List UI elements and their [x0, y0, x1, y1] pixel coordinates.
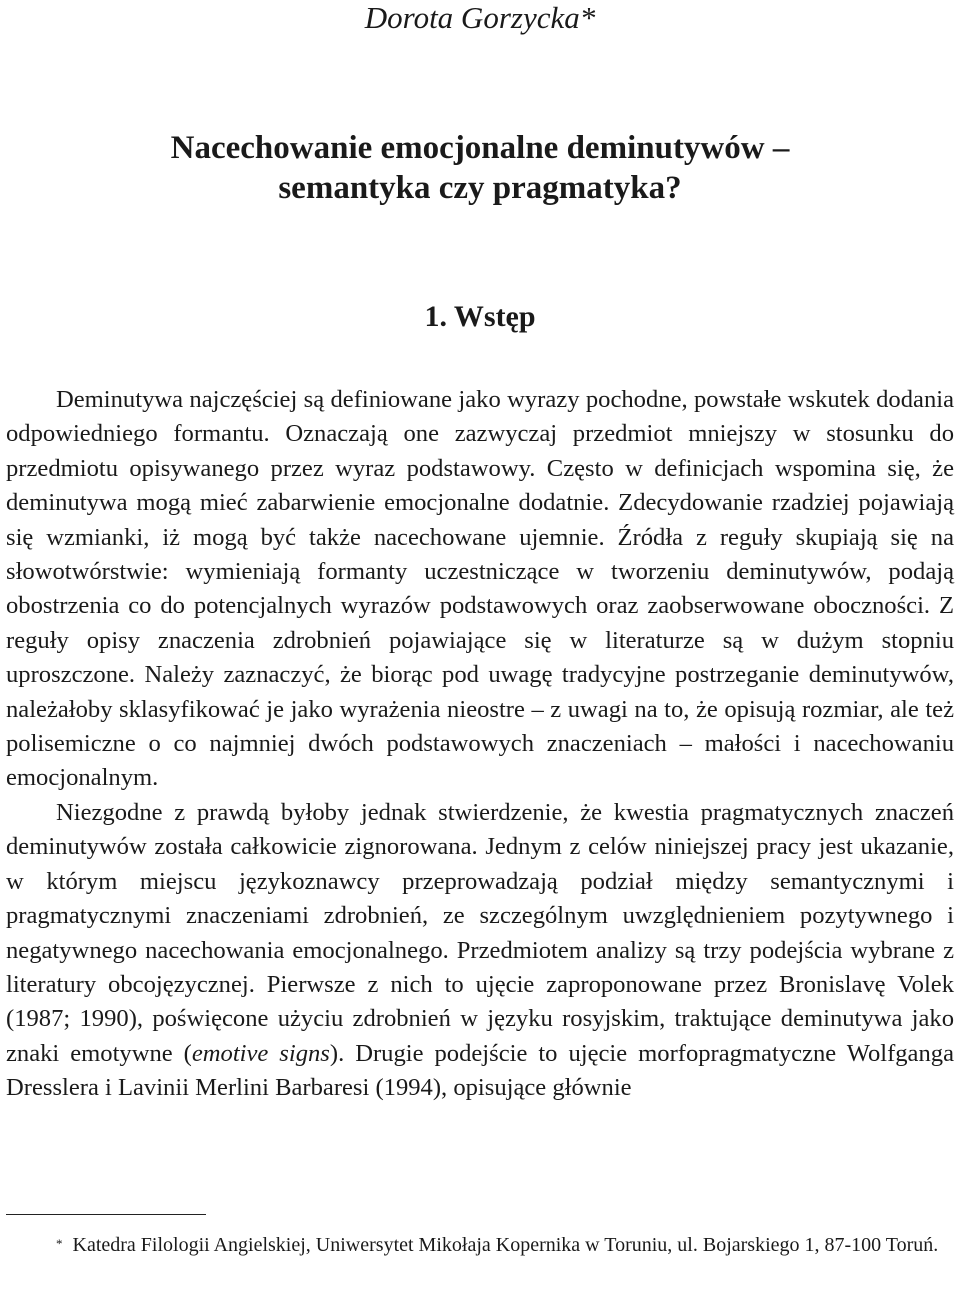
paragraph-2-part-1: Niezgodne z prawdą byłoby jednak stwierdzenie, że kwestia pragmatycznych znaczeń deminutywów została całkowicie zignorowana. Jednym z celów niniejszej pracy jest ukazanie, w którym miejscu językoznawcy przeprowadzają podział między semantycznymi i pragmatycznymi znaczeniami zdrobnień, ze szczególnym uwzględnieniem pozytywnego i negatywnego nacechowania emocjonalnego. Przedmiotem analizy są trzy podejścia wybrane z literatury obcojęzycznej. Pierwsze z nich to ujęcie zaproponowane przez Bronislavę Volek (1987; 1990), poświęcone użyciu zdrobnień w języku rosyjskim, traktujące deminutywa jako znaki emotywne (	[6, 798, 954, 1067]
footnote-separator	[6, 1214, 206, 1215]
paragraph-2-italic-term: emotive signs	[191, 1039, 330, 1067]
paper-title-line-1: Nacechowanie emocjonalne deminutywów –	[170, 130, 790, 166]
paragraph-1: Deminutywa najczęściej są definiowane jako wyrazy pochodne, powstałe wskutek dodania odpowiedniego formantu. Oznaczają one zazwyczaj przedmiot mniejszy w stosunku do przedmiotu opisywanego przez wyraz podstawowy. Często w definicjach wspomina się, że deminutywa mogą mieć zabarwienie emocjonalne dodatnie. Zdecydowanie rzadziej pojawiają się wzmianki, iż mogą być także nacechowane ujemnie. Źródła z reguły skupiają się na słowotwórstwie: wymieniają formanty uczestniczące w tworzeniu deminutywów, podają obostrzenia co do potencjalnych wyrazów podstawowych oraz zaobserwowane oboczności. Z reguły opisy znaczenia zdrobnień pojawiające się w literaturze są w dużym stopniu uproszczone. Należy zaznaczyć, że biorąc pod uwagę tradycyjne postrzeganie deminutywów, należałoby sklasyfikować je jako wyrażenia nieostre – z uwagi na to, że opisują rozmiar, ale też polisemiczne o co najmniej dwóch podstawowych znaczeniach – małości i nacechowaniu emocjonalnym.	[6, 386, 954, 792]
footnote-marker: *	[56, 1236, 63, 1251]
paragraph-2	[6, 796, 954, 1106]
body-text	[6, 383, 954, 1106]
author-name: Dorota Gorzycka*	[364, 0, 596, 35]
paragraph-2-part-2: ). Drugie podejście to ujęcie morfopragmatyczne Wolfganga Dresslera i Lavinii Merlini Barbaresi (1994), opisujące głównie	[6, 1039, 954, 1102]
footnote-text: Katedra Filologii Angielskiej, Uniwersytet Mikołaja Kopernika w Toruniu, ul. Bojarskiego 1, 87-100 Toruń.	[72, 1234, 939, 1256]
section-heading: 1. Wstęp	[424, 300, 536, 333]
paper-title-line-2: semantyka czy pragmatyka?	[278, 170, 682, 206]
footnote	[6, 1232, 952, 1259]
paper-title	[0, 128, 960, 208]
